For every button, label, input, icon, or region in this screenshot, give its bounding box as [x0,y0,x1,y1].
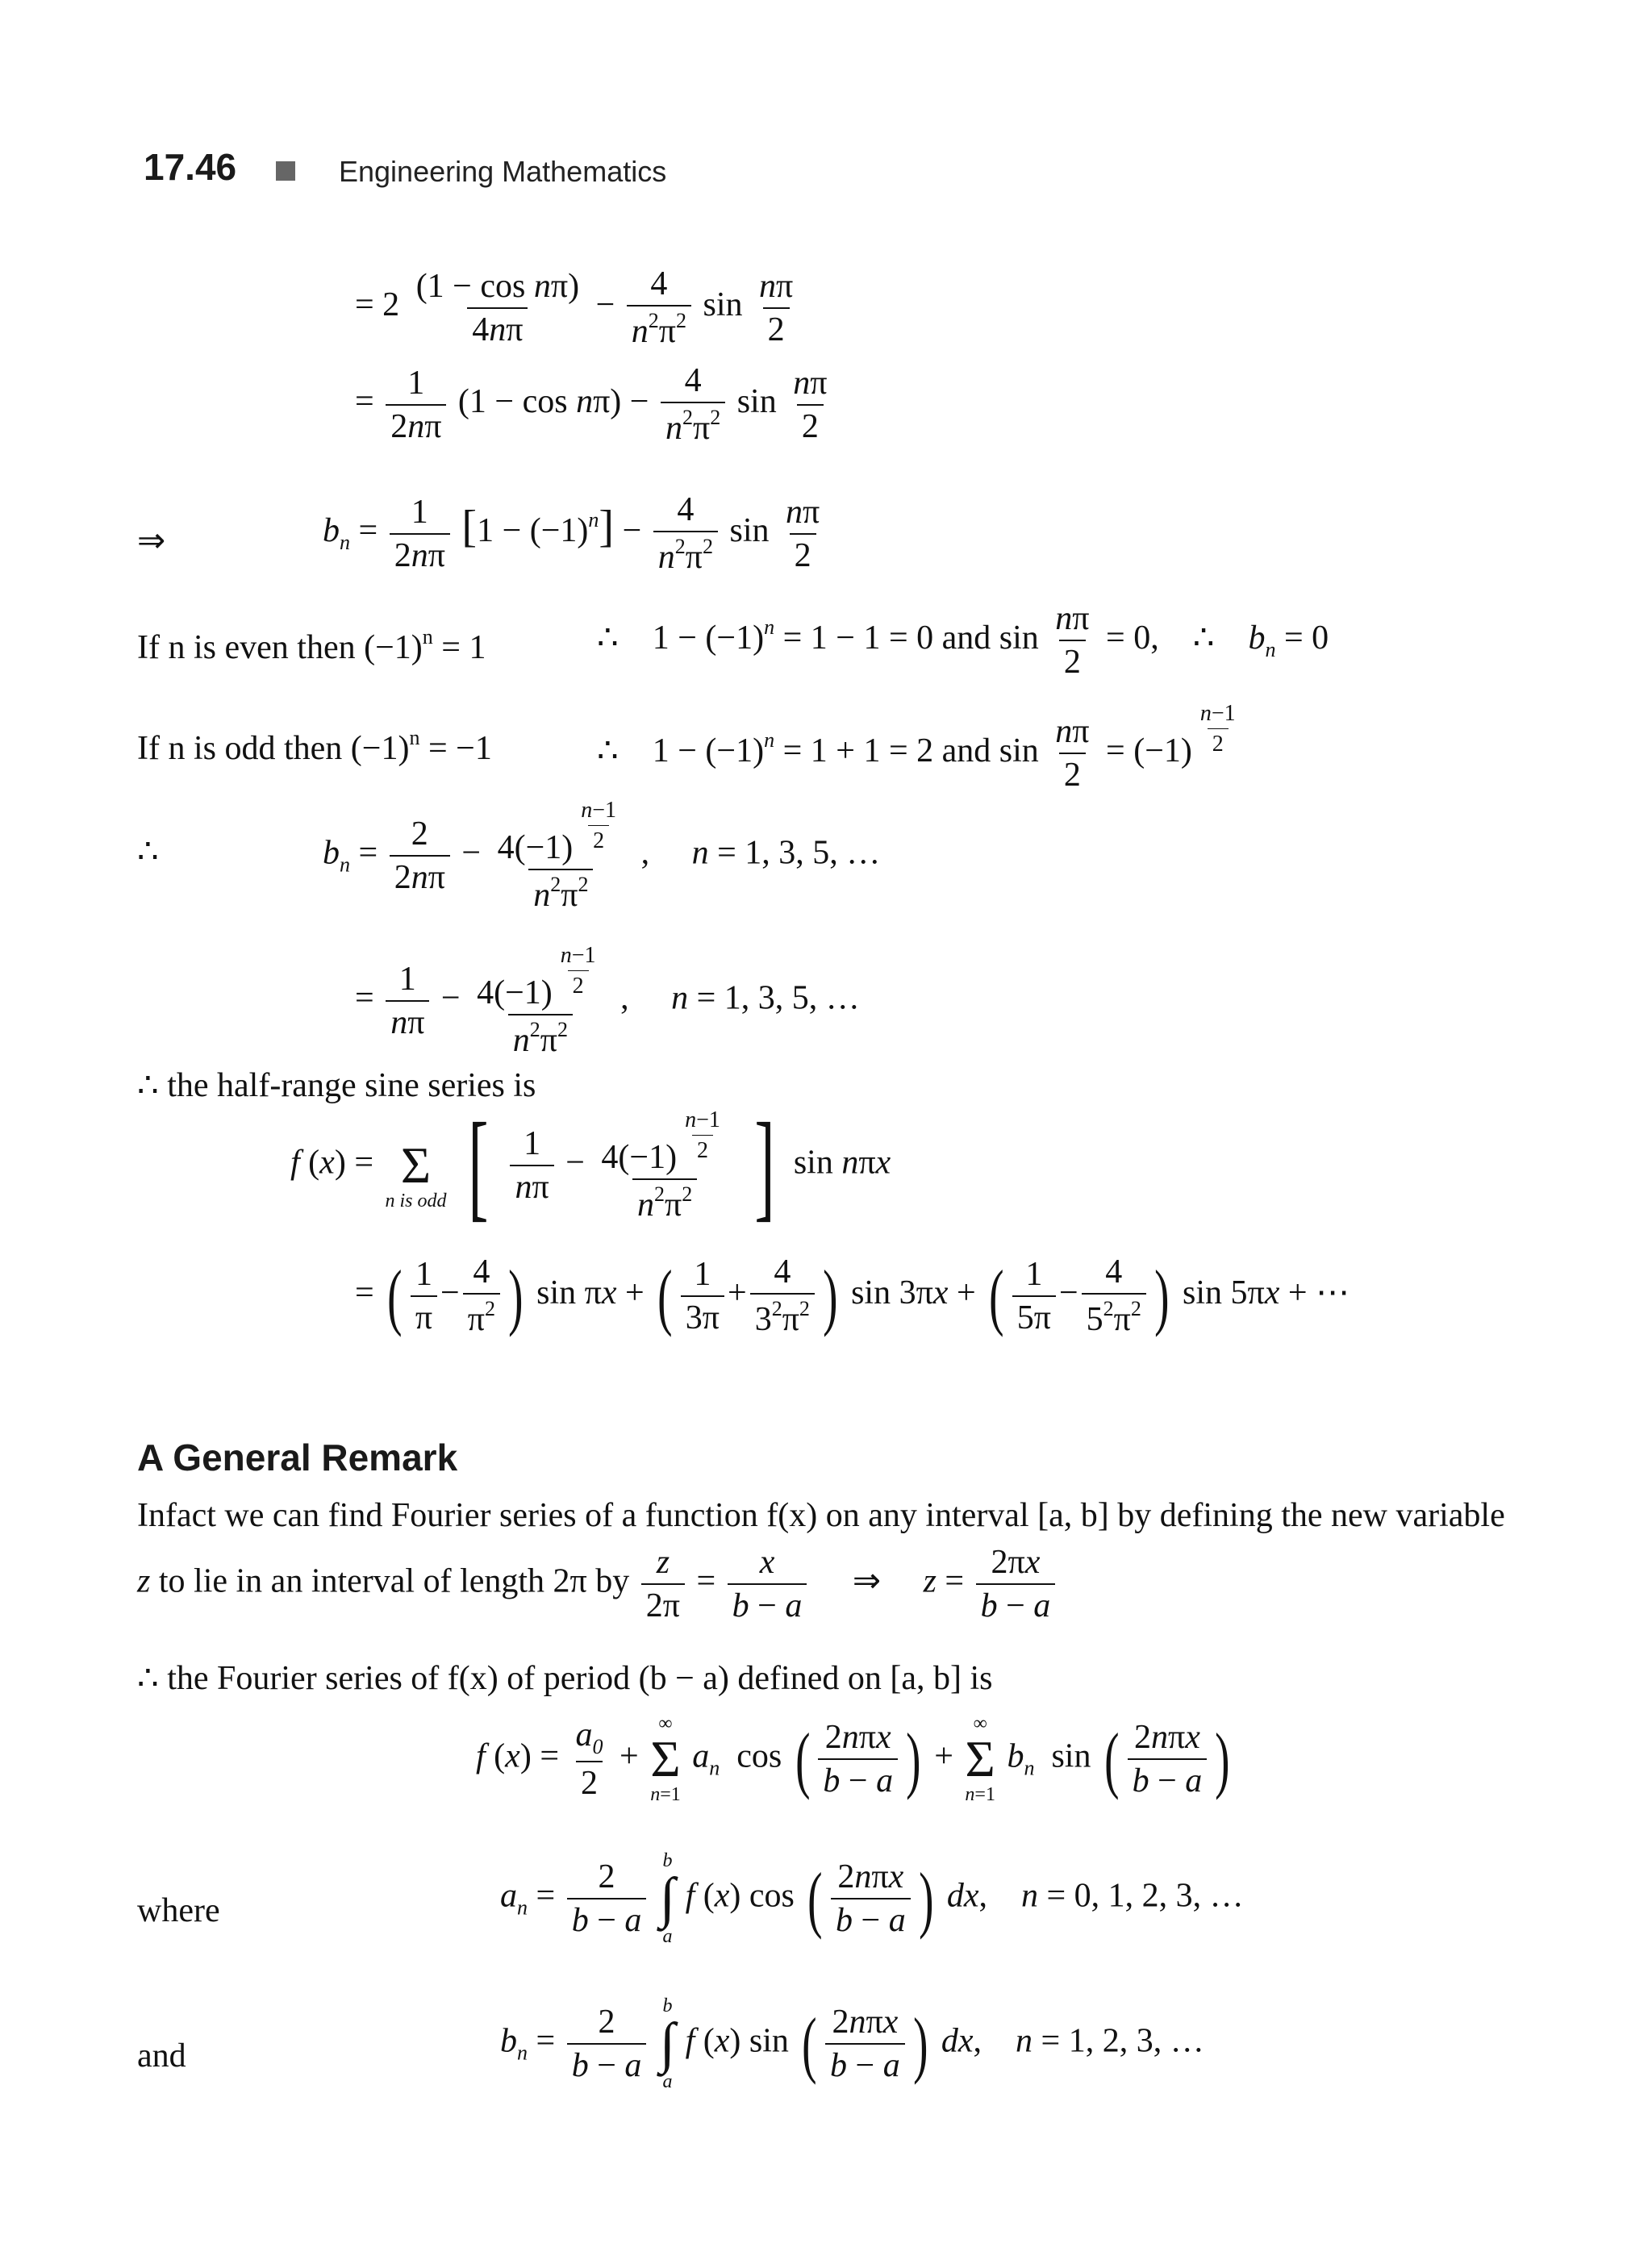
equation-line-1: = 2 $\frac{\text{(1 − cos nπ)}}{4n\pi}$ − $\frac{4}{n^2\pi^2}$ sin $\frac{n\pi}{2}$ [355,265,794,351]
half-range-series: f (x) = Σ n is odd [ $\frac{1}{n\pi}$ − 4(−1) $\frac{n-1}{2}$ $n^2\pi^2$ ] sin nπx [290,1099,891,1232]
even-case-result: ∴ $1 - (-1)^n = 1 - 1 = 0$ and sin $\frac{n\pi}{2}$ = 0, ∴ $b_n = 0$ [597,600,1329,682]
page-number: 17.46 [144,146,237,188]
equation-bn-odd-2: = $\frac{1}{n\pi}$ − 4(−1) $\frac{n-1}{2}$ $n^2\pi^2$ , n = 1, 3, 5, … [355,943,860,1059]
even-case-condition: If n is even then $(-1)^n = 1$ [137,625,486,666]
half-range-series-expanded: = ( $\frac{1}{\pi}$ − $\frac{4}{\pi^2}$ ) sin πx + ( $\frac{1}{3\pi}$ + $\frac{4}{3^2\pi^2}$ ) sin 3πx + ( $\frac{1}{5\pi}$ − $\frac{4}{5^2\pi^2}$ ) sin 5πx + ⋯ [355,1253,1350,1339]
and-label: and [137,2037,186,2075]
equation-bn: $b_n$ = $\frac{1}{2n\pi}$ $[1 - (-1)^n]$ − $\frac{4}{n^2\pi^2}$ sin $\frac{n\pi}{2}$ [323,491,820,577]
where-label: where [137,1892,220,1929]
remark-paragraph-1: Infact we can find Fourier series of a function f(x) on any interval [a, b] by defining the new variable [137,1497,1505,1534]
section-heading: A General Remark [137,1437,458,1478]
equation-line-2: = $\frac{1}{2n\pi}$ (1 − cos nπ) − $\frac{4}{n^2\pi^2}$ sin $\frac{n\pi}{2}$ [355,362,828,448]
header-square-icon [276,161,295,181]
odd-case-condition: If n is odd then $(-1)^n = -1$ [137,726,492,767]
odd-case-result: ∴ $1 - (-1)^n = 1 + 1 = 2$ and sin $\frac{n\pi}{2}$ = (−1) $\frac{n-1}{2}$ [597,701,1236,794]
implies-symbol: ⇒ [137,523,166,560]
an-formula: $a_n$ = $\frac{2}{b - a}$ b ∫ a f (x) cos ( $\frac{\text{2nπx}}{b - a}$ ) dx, n = 0, 1, 2, 3, … [500,1850,1244,1947]
remark-paragraph-3: ∴ the Fourier series of f(x) of period (b − a) defined on [a, b] is [137,1660,993,1697]
bn-formula: $b_n$ = $\frac{2}{b - a}$ b ∫ a f (x) sin ( $\frac{\text{2nπx}}{b - a}$ ) dx, n = 1, 2, 3, … [500,1995,1204,2092]
therefore-symbol: ∴ [137,833,159,870]
equation-bn-odd-1: $b_n$ = $\frac{2}{2n\pi}$ − 4(−1) $\frac{n-1}{2}$ $n^2\pi^2$ , n = 1, 3, 5, … [323,798,881,914]
book-title: Engineering Mathematics [339,155,667,188]
fourier-series-formula: f (x) = $\frac{a_0}{2}$ + ∞ Σ n=1 $a_n$ cos ( $\frac{\text{2nπx}}{b - a}$ ) + ∞ Σ n=1 $b_n$ sin ( $\frac{\text{2nπx}}{b - a}$ ) [476,1713,1230,1805]
remark-paragraph-2: z to lie in an interval of length 2π by $\frac{z}{2\pi}$ = $\frac{x}{b - a}$ ⇒ z = $\frac{2\pi x}{b - a}$ [137,1545,1058,1624]
series-intro: ∴ the half-range sine series is [137,1067,536,1104]
